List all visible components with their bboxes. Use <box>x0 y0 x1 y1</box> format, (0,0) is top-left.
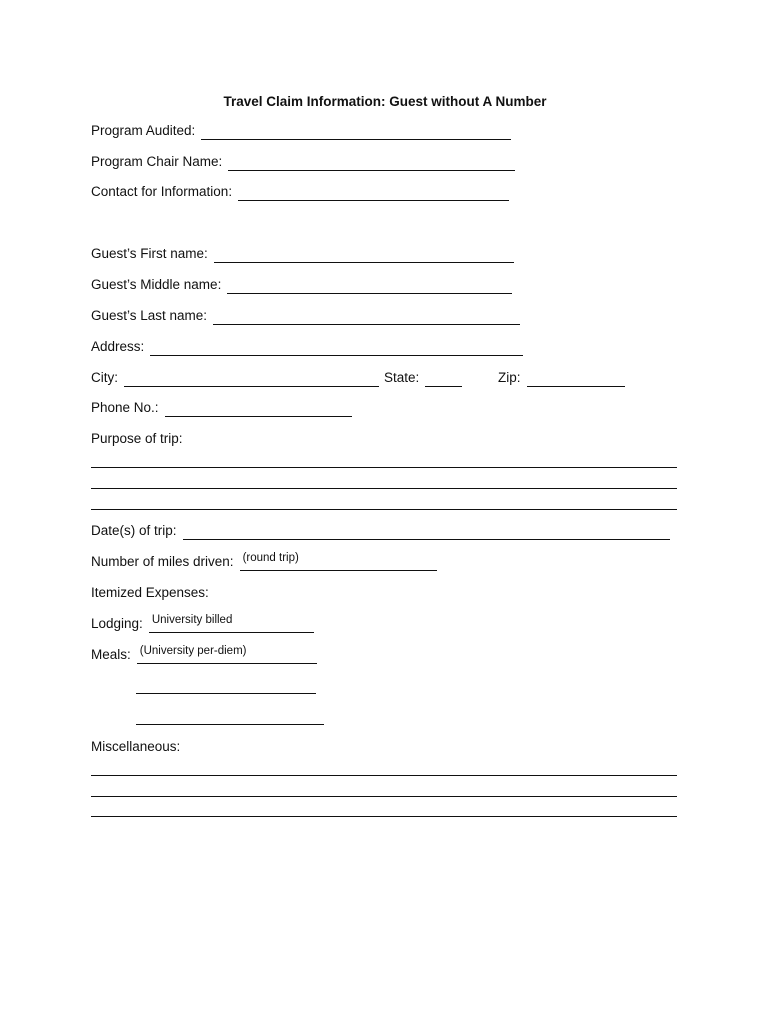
phone-label: Phone No.: <box>91 400 159 415</box>
lodging-field[interactable] <box>149 616 314 633</box>
state-field[interactable] <box>425 370 462 387</box>
meals-row <box>91 644 317 664</box>
first-name-label: Guest’s First name: <box>91 246 208 261</box>
first-name-row <box>91 243 514 263</box>
meals-field[interactable] <box>137 647 317 664</box>
purpose-label: Purpose of trip: <box>91 431 183 446</box>
middle-name-field[interactable] <box>227 277 512 294</box>
last-name-label: Guest’s Last name: <box>91 308 208 323</box>
purpose-row <box>91 428 183 448</box>
last-name-field[interactable] <box>213 308 520 325</box>
zip-label: Zip: <box>498 370 521 385</box>
zip-row <box>498 367 625 387</box>
dates-row <box>91 520 670 540</box>
city-label: City: <box>91 370 118 385</box>
city-row <box>91 367 379 387</box>
middle-name-row <box>91 274 512 294</box>
last-name-row <box>91 305 520 325</box>
contact-row <box>91 181 509 201</box>
purpose-line-2[interactable] <box>91 488 677 489</box>
meals-extra-line-2[interactable] <box>136 724 324 725</box>
dates-label: Date(s) of trip: <box>91 523 177 538</box>
phone-field[interactable] <box>165 400 352 417</box>
misc-row <box>91 736 180 756</box>
dates-field[interactable] <box>183 523 670 540</box>
misc-line-3[interactable] <box>91 816 677 817</box>
zip-field[interactable] <box>527 370 625 387</box>
itemized-label: Itemized Expenses: <box>91 585 209 600</box>
state-row <box>384 367 462 387</box>
lodging-value: University billed <box>151 614 233 626</box>
meals-value: (University per-diem) <box>139 645 247 657</box>
state-label: State: <box>384 370 420 385</box>
lodging-label: Lodging: <box>91 616 143 631</box>
misc-label: Miscellaneous: <box>91 739 181 754</box>
program-audited-field[interactable] <box>201 123 511 140</box>
city-field[interactable] <box>124 370 379 387</box>
form-title: Travel Claim Information: Guest without A Number <box>223 94 547 109</box>
miles-value: (round trip) <box>242 552 299 564</box>
first-name-field[interactable] <box>214 246 514 263</box>
contact-label: Contact for Information: <box>91 184 233 199</box>
miles-row <box>91 551 437 571</box>
misc-line-1[interactable] <box>91 775 677 776</box>
address-row <box>91 336 523 356</box>
miles-label: Number of miles driven: <box>91 554 234 569</box>
miles-field[interactable] <box>240 554 437 571</box>
program-chair-row <box>91 151 515 171</box>
program-chair-label: Program Chair Name: <box>91 154 223 169</box>
middle-name-label: Guest’s Middle name: <box>91 277 222 292</box>
itemized-row <box>91 582 209 602</box>
address-field[interactable] <box>150 339 523 356</box>
contact-field[interactable] <box>238 184 509 201</box>
program-audited-row <box>91 120 511 140</box>
purpose-line-3[interactable] <box>91 509 677 510</box>
address-label: Address: <box>91 339 145 354</box>
lodging-row <box>91 613 314 633</box>
program-audited-label: Program Audited: <box>91 123 196 138</box>
purpose-line-1[interactable] <box>91 467 677 468</box>
meals-extra-line-1[interactable] <box>136 693 316 694</box>
phone-row <box>91 397 352 417</box>
misc-line-2[interactable] <box>91 796 677 797</box>
meals-label: Meals: <box>91 647 131 662</box>
program-chair-field[interactable] <box>228 154 515 171</box>
